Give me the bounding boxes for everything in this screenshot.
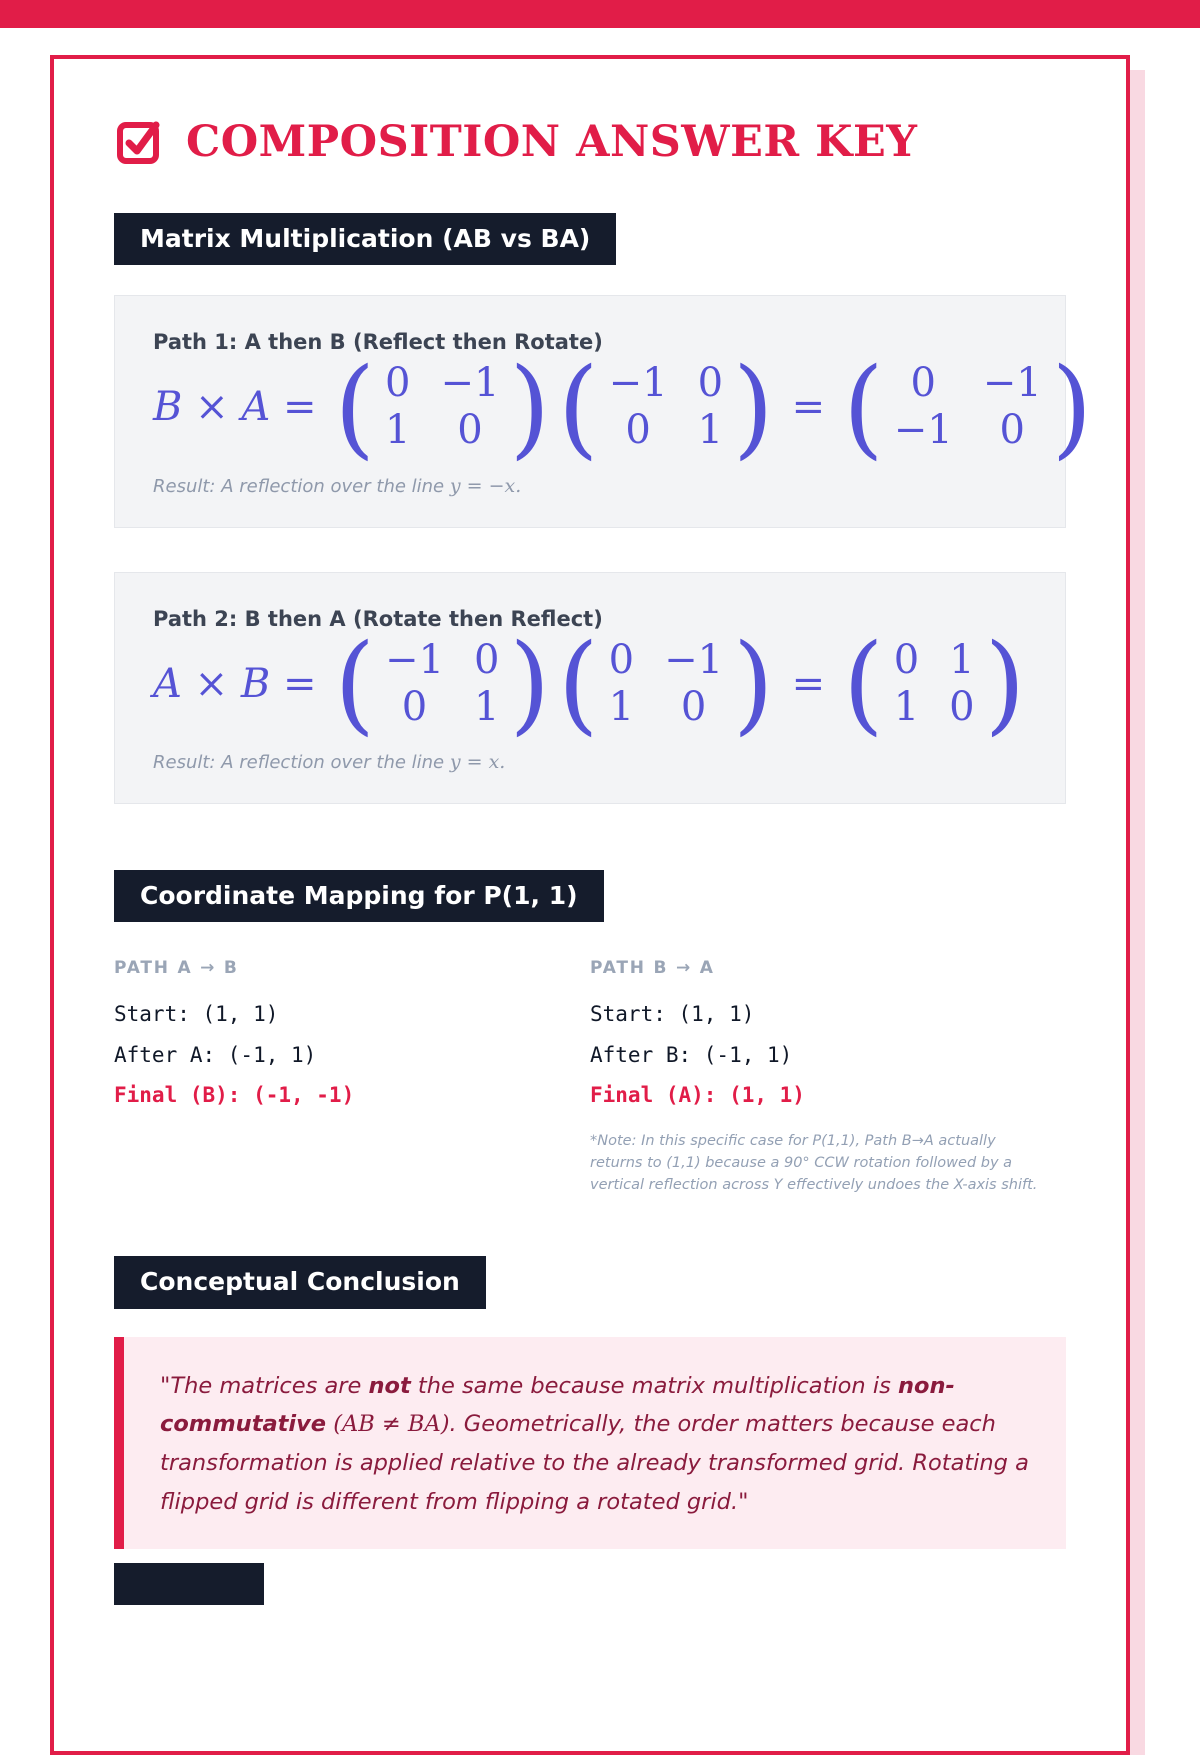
matrix-cell: 1 [697,407,724,454]
matrix-cell: 1 [385,407,411,454]
map-line-after-a: After A: (-1, 1) [114,1042,317,1067]
right-paren: ) [984,619,1026,747]
map-line-final-b: Final (B): (-1, -1) [114,1082,355,1107]
matrix-A [334,619,551,747]
matrix-cell: 1 [474,683,500,730]
matrix-result-AB [843,619,1026,747]
right-paren: ) [509,619,551,747]
map-line-final-a: Final (A): (1, 1) [590,1082,805,1107]
path1-equation [153,343,1093,471]
path2-lhs: A × B = [153,660,317,707]
path-b-to-a-label: PATH B → A [590,958,715,979]
quote-segment: . Geometrically, the order matters because each transformation is applied relative to the already transformed grid. Rotating a flipped grid is different from flipping a rotated grid." [160,1411,1029,1515]
matrix-cells [599,637,733,731]
matrix-cell: −1 [982,360,1042,407]
equals-sign: = [791,660,826,707]
matrix-cells [884,360,1052,454]
matrix-cell: 0 [999,407,1025,454]
answer-key-page [50,55,1130,1755]
matrix-cell: 1 [608,683,635,730]
path-a-to-b-label: PATH A → B [114,958,239,979]
matrix-cell: 0 [680,683,707,730]
matrix-cells [599,360,733,454]
left-paren: ( [334,343,376,471]
map-line-start: Start: (1, 1) [114,1002,279,1027]
path1-lhs: B × A = [153,384,317,431]
checkbox-check-icon [114,117,164,167]
quote-bold-not: not [368,1372,411,1399]
path2-heading: Path 2: B then A (Rotate then Reflect) [153,606,603,631]
matrix-cell: −1 [664,636,724,683]
quote-math-ab-neq-ba: (AB ≠ BA) [333,1411,450,1438]
matrix-cells [375,637,509,731]
matrix-B [334,343,551,471]
matrix-cells [884,637,985,731]
left-paren: ( [334,619,376,747]
next-section-badge-cutoff [114,1563,264,1605]
page-title-row [114,117,1066,167]
matrix-cell: 0 [385,360,411,407]
matrix-cell: 1 [893,683,920,730]
result-note-math: y = −x. [449,474,522,497]
coordinate-mapping-grid [114,958,1066,1196]
left-paren: ( [558,343,599,471]
path2-card [114,572,1066,804]
map-line-after-b: After B: (-1, 1) [590,1042,793,1067]
matrix-cell: 0 [401,683,428,730]
path1-heading: Path 1: A then B (Reflect then Rotate) [153,330,603,355]
result-note-text: Result: A reflection over the line [153,475,450,497]
result-note-text: Result: A reflection over the line [153,752,450,773]
conclusion-quote-text [160,1367,1030,1522]
path1-result-note [153,475,1027,497]
left-paren: ( [558,619,599,747]
right-paren: ) [733,619,774,747]
matrix-cell: 0 [625,407,651,454]
map-line-start: Start: (1, 1) [590,1002,755,1027]
right-paren: ) [509,343,551,471]
path2-equation [153,619,1027,747]
left-paren: ( [843,343,884,471]
top-accent-bar [0,0,1200,28]
matrix-cell: 0 [949,683,975,730]
matrix-cell: 0 [893,636,920,683]
path1-card [114,295,1093,527]
matrix-cell: 0 [474,636,500,683]
matrix-B [558,619,774,747]
matrix-cell: 0 [457,407,483,454]
left-paren: ( [843,619,884,747]
conclusion-quote-box [114,1337,1066,1550]
right-paren: ) [733,343,774,471]
matrix-cell: 0 [910,360,936,407]
matrix-cell: 1 [949,636,975,683]
matrix-result-BA [843,343,1093,471]
matrix-cell: −1 [440,360,500,407]
matrix-cell: −1 [608,360,668,407]
path2-result-note [153,751,1027,773]
section-badge-conceptual-conclusion: Conceptual Conclusion [114,1256,486,1308]
matrix-cell: −1 [893,407,953,454]
mapping-footnote: *Note: In this specific case for P(1,1), Path B→A actually returns to (1,1) because a 90° CCW rotation followed by a vertical reflection across Y effectively undoes the X-axis shift. [590,1133,1038,1193]
section-badge-matrix-multiplication: Matrix Multiplication (AB vs BA) [114,213,616,265]
section-badge-coordinate-mapping: Coordinate Mapping for P(1, 1) [114,870,604,922]
equals-sign: = [791,384,826,431]
matrix-cell: 0 [608,636,635,683]
quote-bold-non-commutative: non-commutative [160,1372,955,1438]
matrix-cells [375,360,509,454]
quote-segment: the same because matrix multiplication is [410,1372,898,1399]
right-paren: ) [1051,343,1093,471]
path-a-to-b-column [114,958,590,1196]
result-note-math: y = x. [449,751,506,773]
page-title: COMPOSITION ANSWER KEY [186,117,918,167]
matrix-cell: −1 [385,636,445,683]
path-b-to-a-column [590,958,1066,1196]
quote-segment: "The matrices are [160,1372,369,1399]
matrix-cell: 0 [697,360,724,407]
matrix-A [558,343,774,471]
